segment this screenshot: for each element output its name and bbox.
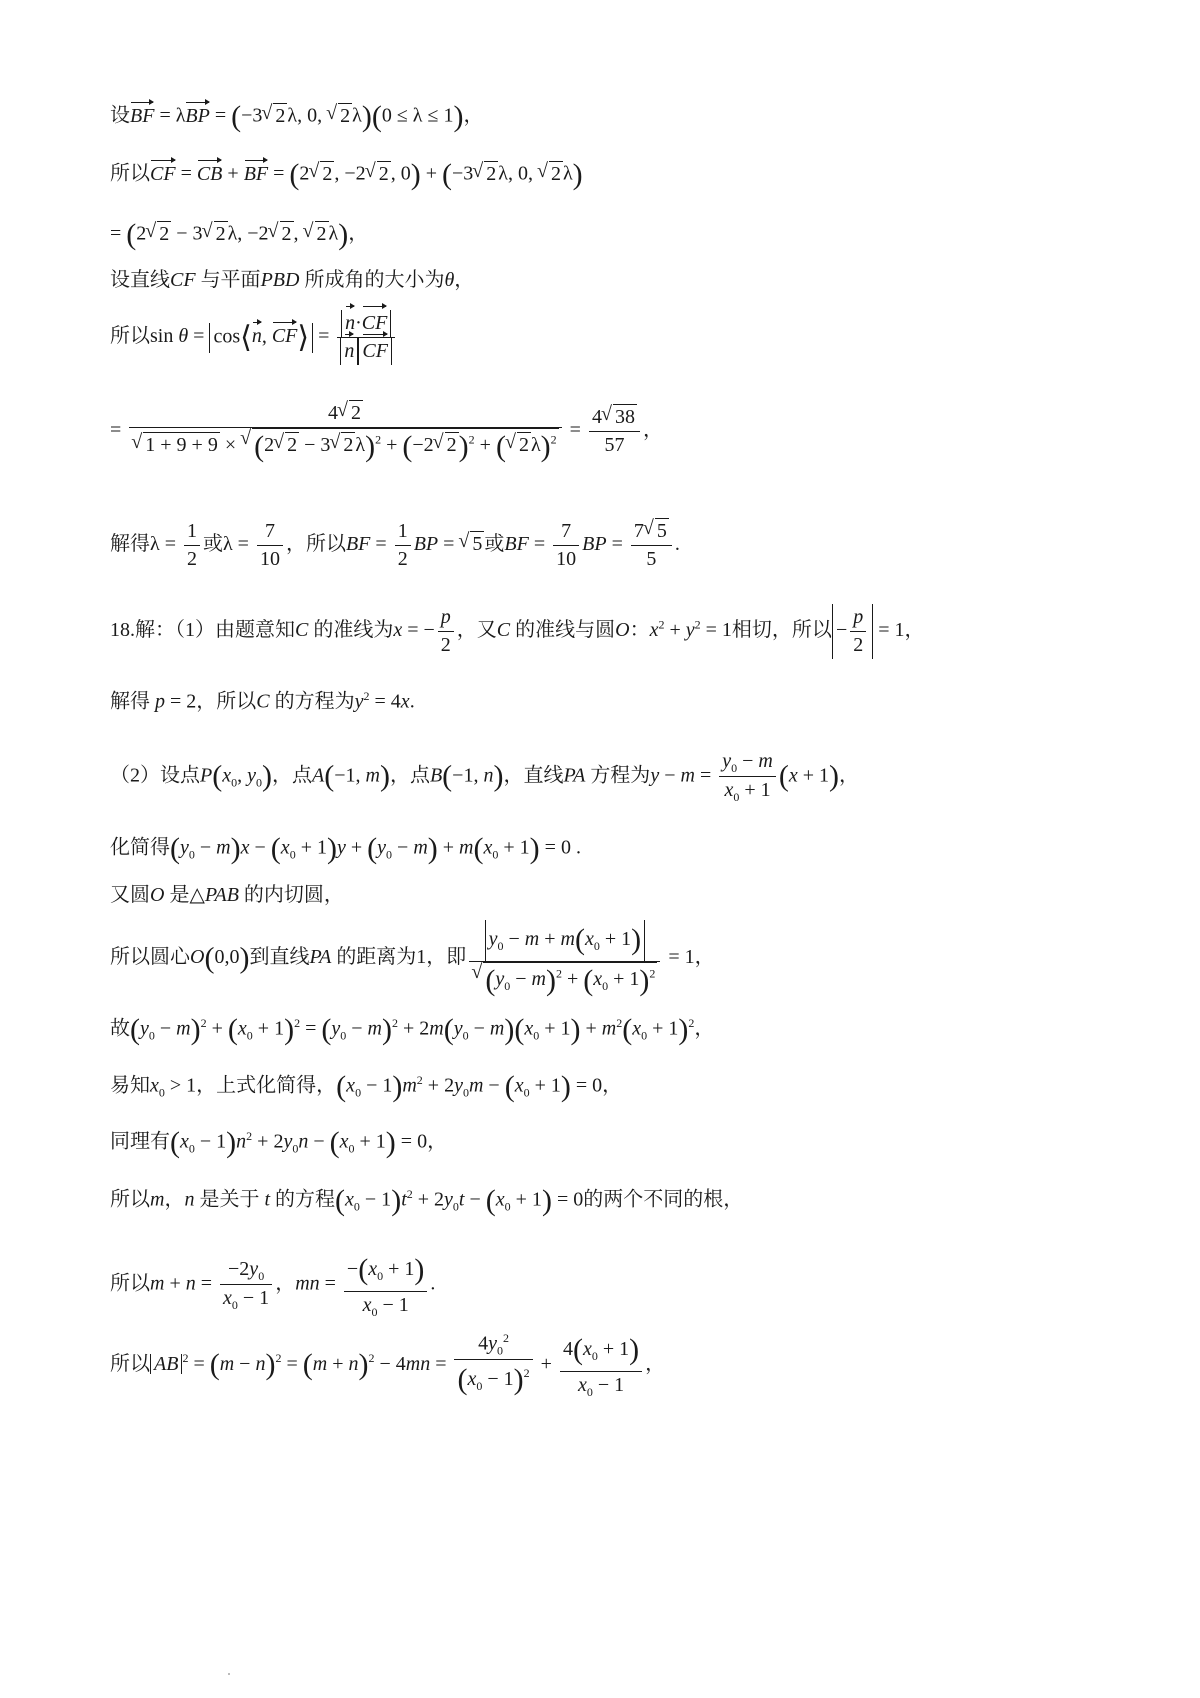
solution-line: 解得 p = 2，所以C 的方程为$y^2 = 4x$. xyxy=(110,689,415,713)
solution-line: 易知$x_0 > 1$，上式化简得，$(x_0 - 1)m^2 + 2y_0m - (x_0 + 1) = 0$， xyxy=(110,1070,623,1103)
solution-line: 同理有$(x_0 - 1)n^2 + 2y_0n - (x_0 + 1) = 0$， xyxy=(110,1126,448,1159)
solution-line: 又圆O 是△PAB 的内切圆， xyxy=(110,884,344,906)
solution-line: 所以圆心O(0,0)到直线PA 的距离为1，即 $y_0 - m + m(x_0 + 1)$ √ $(y_0 - m)^2 + (x_0 + 1)^2$ = 1， xyxy=(110,920,715,997)
solution-line: 化简得$(y_0 - m)x - (x_0 + 1)y + (y_0 - m) + m(x_0 + 1) = 0$ . xyxy=(110,832,581,865)
solution-line: = (2√ 2 − 3√ 2 λ, −2√ 2 , √ 2 λ)， xyxy=(110,220,368,250)
solution-line: 所以m，n 是关于 t 的方程$(x_0 - 1)t^2 + 2y_0t - (x_0 + 1) = 0$的两个不同的根， xyxy=(110,1184,744,1217)
solution-line: 所以sin θ = cos⟨n, CF⟩ = $\frac{n\cdot CF}{\text{n CF}}$ xyxy=(110,310,398,365)
solution-line: 所以 AB $^2 = (m - n)^2 = (m + n)^2 - 4mn$ = $\frac{4y_0^2}{(x_0 - 1)^2}$ + $\frac{4(x_0 + 1)}{x_0 - 1}$ ， xyxy=(110,1331,666,1399)
solution-line: = 4√ 2 √ 1 + 9 + 9 × √ (2√ 2 − 3√ 2 λ)$^2$ + (−2√ 2)$^2$ + (√ 2 λ)$^2$ = $\frac{4√ 38}{57}$ ， xyxy=(110,400,663,463)
solution-line: 所以m + n = $\frac{-2y_0}{x_0 - 1}$ ，mn = $\frac{-(x_0 + 1)}{x_0 - 1}$ . xyxy=(110,1250,435,1320)
solution-line: 18.解：（1）由题意知C 的准线为x = − $\frac{p}{2}$ ，又C 的准线与圆O：$x^2 + y^2 = 1$相切，所以 − $\frac{p}{2}$ = 1， xyxy=(110,604,925,659)
page-speck xyxy=(228,1673,230,1675)
solution-line: 所以CF = CB + BF = (2√ 2 , −2√ 2 , 0) + (−3√ 2 λ, 0, √ 2 λ) xyxy=(110,160,583,190)
solution-line: 设BF = λBP = (−3√ 2 λ, 0, √ 2 λ)(0 ≤ λ ≤ 1)， xyxy=(110,102,483,132)
solution-line: （2）设点$P(x_0$, $y_0$)，点A(−1, m)，点B(−1, n)，直线PA 方程为y − m = $\frac{y_0 - m}{x_0 + 1}$ (x + 1)， xyxy=(110,750,860,805)
solution-line: 设直线CF 与平面PBD 所成角的大小为θ， xyxy=(110,269,475,291)
solution-line: 故$(y_0 - m)^2 + (x_0 + 1)^2 = (y_0 - m)^2 + 2m(y_0 - m)(x_0 + 1) + m^2(x_0 + 1)^2$， xyxy=(110,1013,715,1046)
solution-line: 解得λ = $\frac{1}{2}$ 或λ = $\frac{7}{10}$ ，所以BF = $\frac{1}{2}$ BP = √ 5 或BF = $\frac{7}{10}$ BP = $\frac{7√ 5}{5}$ . xyxy=(110,518,680,573)
